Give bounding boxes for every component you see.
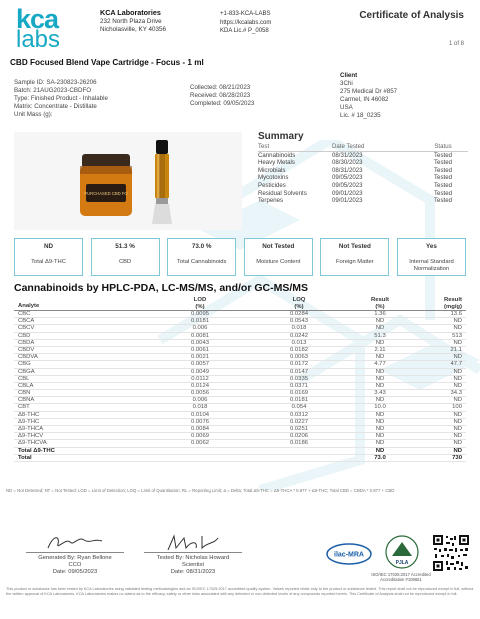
cell-analyte: Δ9-THCA: [18, 426, 44, 432]
table-row: [14, 440, 466, 447]
disclaimer: This product or substance has been tested by KCA Laboratories using validated testing methodologies and an ISO/IEC 17025:2017 accredited quality system. Values reported relate only to the product or substance tested. This report shall not be reproduced except in full, without the written approval of KCA Laboratories. KCA Laboratories makes no claims as to the efficacy, safety or other risks associated with any detected or non-detected levels of any compounds reported herein. This Certificate of Analysis shall not be reproduced except in full.: [6, 587, 474, 596]
cell-lod: 0.0081: [190, 332, 210, 339]
cell-result-mg: ND: [453, 440, 462, 447]
header-result-mg-label: Result: [443, 297, 462, 303]
cell-lod: 0.0076: [190, 418, 210, 425]
sample-id: Sample ID: SA-230823-26206: [14, 79, 97, 86]
accreditation-text: [366, 572, 436, 582]
unit-mass: Unit Mass (g):: [14, 111, 53, 118]
product-jar-image: [78, 154, 134, 218]
summary-status: Tested: [434, 174, 452, 182]
lab-website[interactable]: https://kcalabs.com: [220, 19, 272, 26]
cell-result-pct: 10.0: [374, 404, 386, 411]
cell-result-mg: 513: [452, 332, 462, 339]
summary-test: Residual Solvents: [258, 189, 307, 197]
lab-address-line1: 232 North Plaza Drive: [100, 17, 162, 25]
summary-test: Terpenes: [258, 197, 284, 205]
summary-date: 09/01/2023: [332, 197, 363, 205]
signature-1-by: Generated By: Ryan Bellone: [38, 555, 112, 561]
cell-loq: 0.0147: [289, 368, 309, 375]
sample-type: Type: Finished Product - Inhalable: [14, 95, 108, 102]
cell-lod: 0.0043: [190, 339, 210, 346]
cell-result-pct: 4.77: [374, 361, 386, 368]
table-header-row: [14, 297, 466, 311]
cell-lod: 0.0056: [190, 390, 210, 397]
cell-loq: 0.0206: [289, 433, 309, 440]
cell-lod: 0.0021: [190, 354, 210, 361]
cell-analyte: CBL: [18, 375, 30, 382]
cell-result-pct: 2.11: [374, 346, 386, 353]
summary-header-test: Test: [258, 143, 270, 150]
summary-status: Tested: [434, 159, 452, 167]
signature-1-role: CCO: [68, 561, 82, 568]
cell-loq: 0.0182: [289, 346, 309, 353]
header-result-mg: [418, 297, 466, 310]
cell-analyte: CBDVA: [18, 354, 38, 361]
qr-code[interactable]: [432, 534, 470, 572]
result-card-label: Total Cannabinoids: [177, 259, 227, 265]
summary-status: Tested: [434, 166, 452, 174]
cell-result-mg: ND: [453, 375, 462, 382]
cell-analyte: Δ9-THC: [18, 418, 40, 425]
header: [0, 0, 480, 56]
kca-labs-logo: [16, 4, 88, 53]
cell-lod: 0.0124: [190, 382, 210, 389]
table-row: [14, 426, 466, 433]
total-mg: 730: [452, 454, 462, 461]
result-card-value: ND: [43, 243, 54, 250]
cell-lod: 0.0069: [190, 433, 210, 440]
cell-result-mg: ND: [453, 397, 462, 404]
cell-loq: 0.0371: [289, 382, 309, 389]
summary-date: 08/31/2023: [332, 166, 363, 174]
total-thc-row: [14, 448, 466, 455]
cell-loq: 0.0227: [289, 418, 309, 425]
accreditation-badges: [326, 534, 476, 594]
cell-analyte: CBC: [18, 311, 31, 317]
cell-analyte: CBGA: [18, 368, 35, 375]
summary-title: Summary: [258, 131, 304, 142]
cell-analyte: Δ8-THC: [18, 411, 40, 418]
cell-loq: 0.0181: [289, 397, 309, 404]
signature-2-image: [158, 532, 228, 552]
cell-result-mg: 100: [452, 404, 462, 411]
batch: Batch: 21AUG2023-CBDFO: [14, 87, 92, 94]
result-card: [244, 238, 313, 276]
summary-date: 08/31/2023: [332, 151, 363, 159]
vape-cartridge-image: [152, 140, 172, 224]
table-row: [14, 412, 466, 419]
header-lod-unit: (%): [195, 303, 205, 310]
summary-row: [258, 159, 468, 167]
cell-result-pct: ND: [375, 433, 385, 440]
header-loq-unit: (%): [294, 303, 304, 310]
summary-date: 08/30/2023: [332, 159, 363, 167]
client-address1: 275 Medical Dr #857: [340, 88, 398, 95]
cell-loq: 0.0251: [289, 426, 309, 432]
cell-result-mg: ND: [453, 325, 462, 332]
cell-result-pct: ND: [375, 426, 385, 432]
header-result-pct: [342, 297, 418, 310]
result-card-value: Not Tested: [262, 243, 295, 250]
result-card-label: Total Δ9-THC: [31, 259, 66, 265]
cell-result-mg: 47.7: [450, 361, 462, 368]
lab-contact: [220, 10, 271, 36]
cell-result-pct: ND: [375, 382, 385, 389]
table-row: [14, 390, 466, 397]
accreditation-line1: ISO/IEC 17025:2017 Accredited: [371, 572, 431, 577]
summary-row: [258, 167, 468, 175]
header-analyte: Analyte: [18, 303, 40, 309]
page-number: 1 of 8: [448, 41, 464, 47]
header-loq: [256, 297, 342, 310]
cell-lod: 0.0057: [190, 361, 210, 368]
cell-loq: 0.0063: [289, 354, 309, 361]
pjla-logo: [384, 534, 420, 570]
header-result-pct-label: Result: [370, 297, 389, 303]
summary-row: [258, 182, 468, 190]
cell-loq: 0.0169: [289, 390, 309, 397]
summary-test: Pesticides: [258, 181, 286, 189]
cell-analyte: CBDV: [18, 346, 35, 353]
result-card: [167, 238, 236, 276]
cell-lod: 0.0061: [190, 346, 210, 353]
cell-lod: 0.0084: [190, 426, 210, 432]
summary-status: Tested: [434, 151, 452, 159]
summary-test: Mycotoxins: [258, 174, 289, 182]
cell-result-pct: 51.3: [374, 332, 386, 339]
cell-loq: 0.0242: [289, 332, 309, 339]
cell-lod: 0.0104: [190, 411, 210, 418]
client-info: [340, 72, 397, 120]
cell-result-mg: ND: [453, 368, 462, 375]
cell-analyte: CBLA: [18, 382, 34, 389]
cell-result-pct: ND: [375, 325, 385, 332]
cell-result-mg: 13.6: [450, 311, 462, 317]
cell-analyte: CBCV: [18, 325, 35, 332]
summary-test: Cannabinoids: [258, 151, 296, 159]
table-row: [14, 311, 466, 318]
cell-result-mg: 34.3: [450, 390, 462, 397]
summary-header-date: Date Tested: [332, 143, 365, 150]
cell-result-pct: 3.43: [374, 390, 386, 397]
cannabinoids-table: [14, 297, 466, 462]
ilac-mra-logo: [326, 542, 372, 566]
cell-result-mg: ND: [453, 339, 462, 346]
jar-label-text: PURCHASED CBD FO: [84, 191, 128, 196]
header-loq-label: LOQ: [292, 297, 306, 303]
result-card-label: Moisture Content: [256, 259, 301, 265]
cell-loq: 0.054: [291, 404, 307, 411]
cell-analyte: Δ9-THCV: [18, 433, 44, 440]
total-thc-label: Total Δ9-THC: [18, 447, 55, 454]
client-name: 3Chi: [340, 80, 353, 87]
cell-analyte: CBG: [18, 361, 31, 368]
cell-loq: 0.013: [291, 339, 307, 346]
abbreviations-footnote: ND = Not Detected; NT = Not Tested; LOD = Limit of Detection; LOQ = Limit of Quantitation; RL = Reporting Limit; Δ = Delta; Total Δ9-THC = Δ9-THCA * 0.877 + Δ9-THC; Total CBD = CBDA * 0.877 + CBD: [6, 488, 395, 493]
table-row: [14, 376, 466, 383]
total-label: Total: [18, 454, 32, 461]
cell-result-mg: ND: [453, 382, 462, 389]
result-card-label: Internal Standard Normalization: [409, 259, 454, 272]
table-row: [14, 333, 466, 340]
signature-1-image: [40, 532, 110, 552]
signature-2-date: Date: 08/31/2023: [170, 568, 216, 575]
table-row: [14, 397, 466, 404]
result-card-label: CBD: [118, 259, 132, 265]
result-card: [91, 238, 160, 276]
lab-info: [100, 9, 166, 35]
sample-meta: [14, 79, 108, 119]
header-result-mg-unit: (mg/g): [444, 303, 462, 310]
lab-address-line2: Nicholasville, KY 40356: [100, 26, 167, 33]
result-card-label: Foreign Matter: [336, 259, 374, 265]
summary-test: Microbials: [258, 166, 286, 174]
summary-row: [258, 152, 468, 160]
cell-lod: 0.0049: [190, 368, 210, 375]
total-row: [14, 455, 466, 462]
cell-analyte: CBNA: [18, 397, 35, 404]
table-row: [14, 361, 466, 368]
total-pct: 73.0: [374, 454, 386, 461]
cell-loq: 0.0186: [289, 440, 309, 447]
product-photo: [14, 132, 242, 230]
cannabinoids-title: Cannabinoids by HPLC-PDA, LC-MS/MS, and/or GC-MS/MS: [14, 282, 308, 294]
lab-license: KDA Lic.# P_0058: [220, 28, 269, 34]
document-title: Certificate of Analysis: [359, 10, 464, 21]
client-license: Lic. # 18_0235: [340, 112, 381, 119]
svg-text:PJLA: PJLA: [395, 560, 409, 566]
result-card: [397, 238, 466, 276]
summary-status: Tested: [434, 189, 452, 197]
summary-header-row: [258, 143, 468, 152]
table-row: [14, 347, 466, 354]
cell-loq: 0.0312: [289, 411, 309, 418]
cell-result-mg: ND: [453, 418, 462, 425]
cell-analyte: CBDA: [18, 339, 35, 346]
client-address2: Carmel, IN 46082: [340, 96, 389, 103]
cell-analyte: CBCA: [18, 318, 35, 325]
cell-result-mg: ND: [453, 426, 462, 432]
cell-result-pct: ND: [375, 375, 385, 382]
summary-test: Heavy Metals: [258, 159, 295, 167]
cell-loq: 0.0172: [289, 361, 309, 368]
cell-result-pct: ND: [375, 354, 385, 361]
client-title: Client: [340, 72, 358, 79]
header-lod: [144, 297, 256, 310]
header-result-pct-unit: (%): [375, 303, 385, 310]
cell-result-pct: ND: [375, 339, 385, 346]
summary-date: 09/05/2023: [332, 174, 363, 182]
cell-loq: 0.0543: [289, 318, 309, 325]
cell-analyte: CBT: [18, 404, 30, 411]
table-row: [14, 433, 466, 440]
result-card-value: Not Tested: [338, 243, 371, 250]
summary-status: Tested: [434, 197, 452, 205]
accreditation-line2: Accreditation #108651: [380, 577, 422, 582]
summary-row: [258, 174, 468, 182]
summary-date: 09/01/2023: [332, 189, 363, 197]
result-card: [320, 238, 389, 276]
cell-lod: 0.018: [192, 404, 208, 411]
cell-result-mg: ND: [453, 318, 462, 325]
cell-result-pct: ND: [375, 318, 385, 325]
cell-loq: 0.018: [291, 325, 307, 332]
logo-bottom-text: labs: [16, 26, 61, 53]
svg-text:ilac-MRA: ilac-MRA: [334, 551, 364, 559]
table-row: [14, 318, 466, 325]
collected-date: Collected: 08/21/2023: [190, 84, 251, 91]
signature-1-date: Date: 09/05/2023: [52, 568, 98, 575]
cell-result-pct: ND: [375, 411, 385, 418]
cell-result-pct: ND: [375, 397, 385, 404]
table-row: [14, 369, 466, 376]
signature-2-role: Scientist: [182, 561, 204, 568]
summary-section: [258, 131, 468, 205]
result-cards: [14, 238, 466, 278]
cell-result-pct: ND: [375, 368, 385, 375]
summary-row: [258, 197, 468, 205]
cell-result-mg: ND: [453, 354, 462, 361]
table-row: [14, 325, 466, 332]
sample-matrix: Matrix: Concentrate - Distillate: [14, 103, 97, 110]
result-card-value: 73.0 %: [191, 243, 212, 250]
cell-result-mg: ND: [453, 411, 462, 418]
cell-lod: 0.006: [192, 397, 208, 404]
cell-result-pct: ND: [375, 418, 385, 425]
cell-lod: 0.0181: [190, 318, 210, 325]
cell-result-mg: 21.1: [450, 346, 462, 353]
table-row: [14, 340, 466, 347]
header-lod-label: LOD: [193, 297, 207, 303]
cell-result-pct: 1.36: [374, 311, 386, 317]
cell-lod: 0.0062: [190, 440, 210, 447]
cell-loq: 0.0284: [289, 311, 309, 317]
table-row: [14, 354, 466, 361]
cell-analyte: Δ9-THCVA: [18, 440, 47, 447]
summary-header-status: Status: [434, 143, 452, 150]
cell-analyte: CBN: [18, 390, 31, 397]
logo-top-text: kca: [16, 4, 59, 34]
total-thc-mg: ND: [453, 447, 462, 454]
cell-analyte: CBD: [18, 332, 31, 339]
table-row: [14, 404, 466, 411]
result-card-value: 51.3 %: [115, 243, 135, 250]
table-row: [14, 383, 466, 390]
summary-row: [258, 190, 468, 198]
signature-block-2: [138, 532, 248, 575]
cell-loq: 0.0335: [289, 375, 309, 382]
summary-status: Tested: [434, 181, 452, 189]
client-country: USA: [340, 104, 353, 111]
cell-lod: 0.006: [192, 325, 208, 332]
lab-phone: +1-833-KCA-LABS: [220, 11, 271, 17]
total-thc-pct: ND: [375, 447, 385, 454]
result-card-value: Yes: [426, 243, 437, 250]
completed-date: Completed: 09/05/2023: [190, 100, 255, 107]
cell-lod: 0.0112: [191, 375, 209, 382]
lab-name: KCA Laboratories: [100, 8, 161, 17]
signature-block-1: [20, 532, 130, 575]
cell-lod: 0.0095: [190, 311, 210, 317]
table-row: [14, 419, 466, 426]
cell-result-pct: ND: [375, 440, 385, 447]
sample-dates: [190, 84, 254, 108]
result-card: [14, 238, 83, 276]
product-title: CBD Focused Blend Vape Cartridge - Focus - 1 ml: [10, 58, 204, 67]
received-date: Received: 08/28/2023: [190, 92, 251, 99]
summary-date: 09/05/2023: [332, 181, 363, 189]
cell-result-mg: ND: [453, 433, 462, 440]
signature-2-by: Tested By: Nicholas Howard: [156, 555, 230, 561]
